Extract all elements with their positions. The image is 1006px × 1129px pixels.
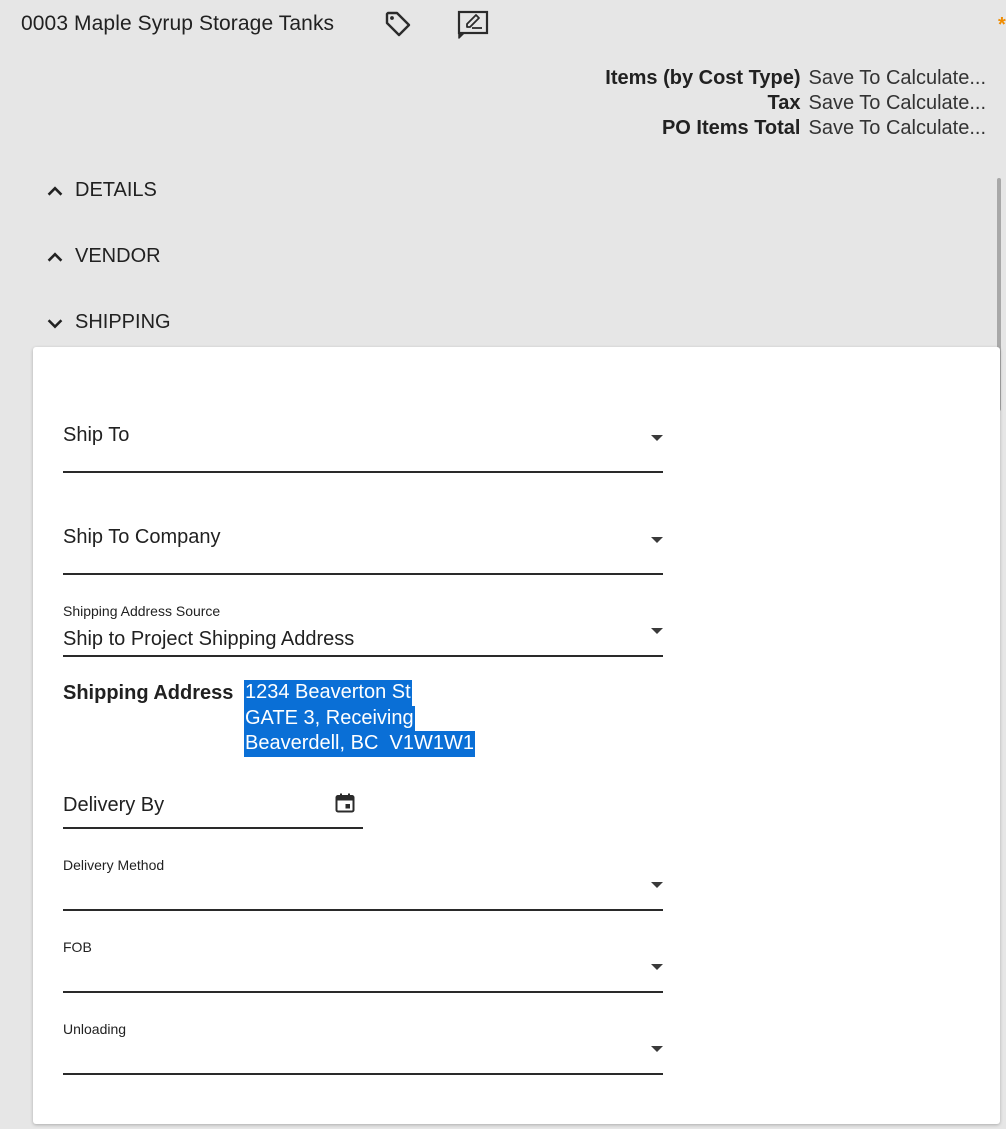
delivery-method-select[interactable]: [63, 857, 663, 911]
delivery-by-date-field[interactable]: [63, 789, 363, 829]
section-details-header[interactable]: [44, 179, 157, 202]
totals-po-label: PO Items Total: [661, 117, 801, 139]
shipping-address-text[interactable]: [244, 680, 475, 757]
delivery-method-label: Delivery Method: [63, 857, 165, 873]
totals-tax-value: Save To Calculate...: [808, 92, 986, 114]
section-details-label: DETAILS: [75, 179, 157, 201]
section-shipping-header[interactable]: [44, 311, 171, 334]
signature-icon[interactable]: [456, 8, 490, 40]
totals-po-value: Save To Calculate...: [808, 117, 986, 139]
totals-items-label: Items (by Cost Type): [605, 67, 801, 89]
chevron-up-icon: [44, 246, 66, 268]
dropdown-arrow-icon: [651, 964, 663, 970]
totals-tax-label: Tax: [767, 92, 801, 114]
chevron-down-icon: [44, 312, 66, 334]
section-shipping-label: SHIPPING: [75, 311, 171, 333]
ship-to-company-label: Ship To Company: [63, 526, 221, 548]
calendar-icon[interactable]: [333, 791, 357, 815]
ship-to-company-select[interactable]: [63, 520, 663, 575]
address-line-3: Beaverdell, BC V1W1W1: [244, 731, 475, 757]
address-line-1: 1234 Beaverton St: [244, 680, 412, 706]
dropdown-arrow-icon: [651, 628, 663, 634]
shipping-address-source-value: Ship to Project Shipping Address: [63, 628, 355, 650]
tag-icon[interactable]: [382, 8, 414, 40]
dropdown-arrow-icon: [651, 1046, 663, 1052]
totals-summary: [605, 67, 986, 140]
address-line-2: GATE 3, Receiving: [244, 706, 415, 732]
unloading-label: Unloading: [63, 1021, 127, 1037]
dropdown-arrow-icon: [651, 537, 663, 543]
section-vendor-header[interactable]: [44, 245, 161, 268]
shipping-address-source-select[interactable]: [63, 603, 663, 657]
totals-items-value: Save To Calculate...: [808, 67, 986, 89]
fob-select[interactable]: [63, 939, 663, 993]
shipping-panel: [33, 347, 1000, 1124]
unsaved-indicator: *: [998, 14, 1006, 36]
fob-label: FOB: [63, 939, 92, 955]
shipping-address-source-label: Shipping Address Source: [63, 603, 221, 619]
page-title: 0003 Maple Syrup Storage Tanks: [21, 12, 335, 35]
ship-to-label: Ship To: [63, 424, 130, 446]
unloading-select[interactable]: [63, 1021, 663, 1075]
section-vendor-label: VENDOR: [75, 245, 161, 267]
dropdown-arrow-icon: [651, 882, 663, 888]
delivery-by-label: Delivery By: [63, 794, 165, 816]
shipping-address-label: Shipping Address: [63, 682, 234, 704]
dropdown-arrow-icon: [651, 435, 663, 441]
ship-to-select[interactable]: [63, 418, 663, 473]
chevron-up-icon: [44, 180, 66, 202]
